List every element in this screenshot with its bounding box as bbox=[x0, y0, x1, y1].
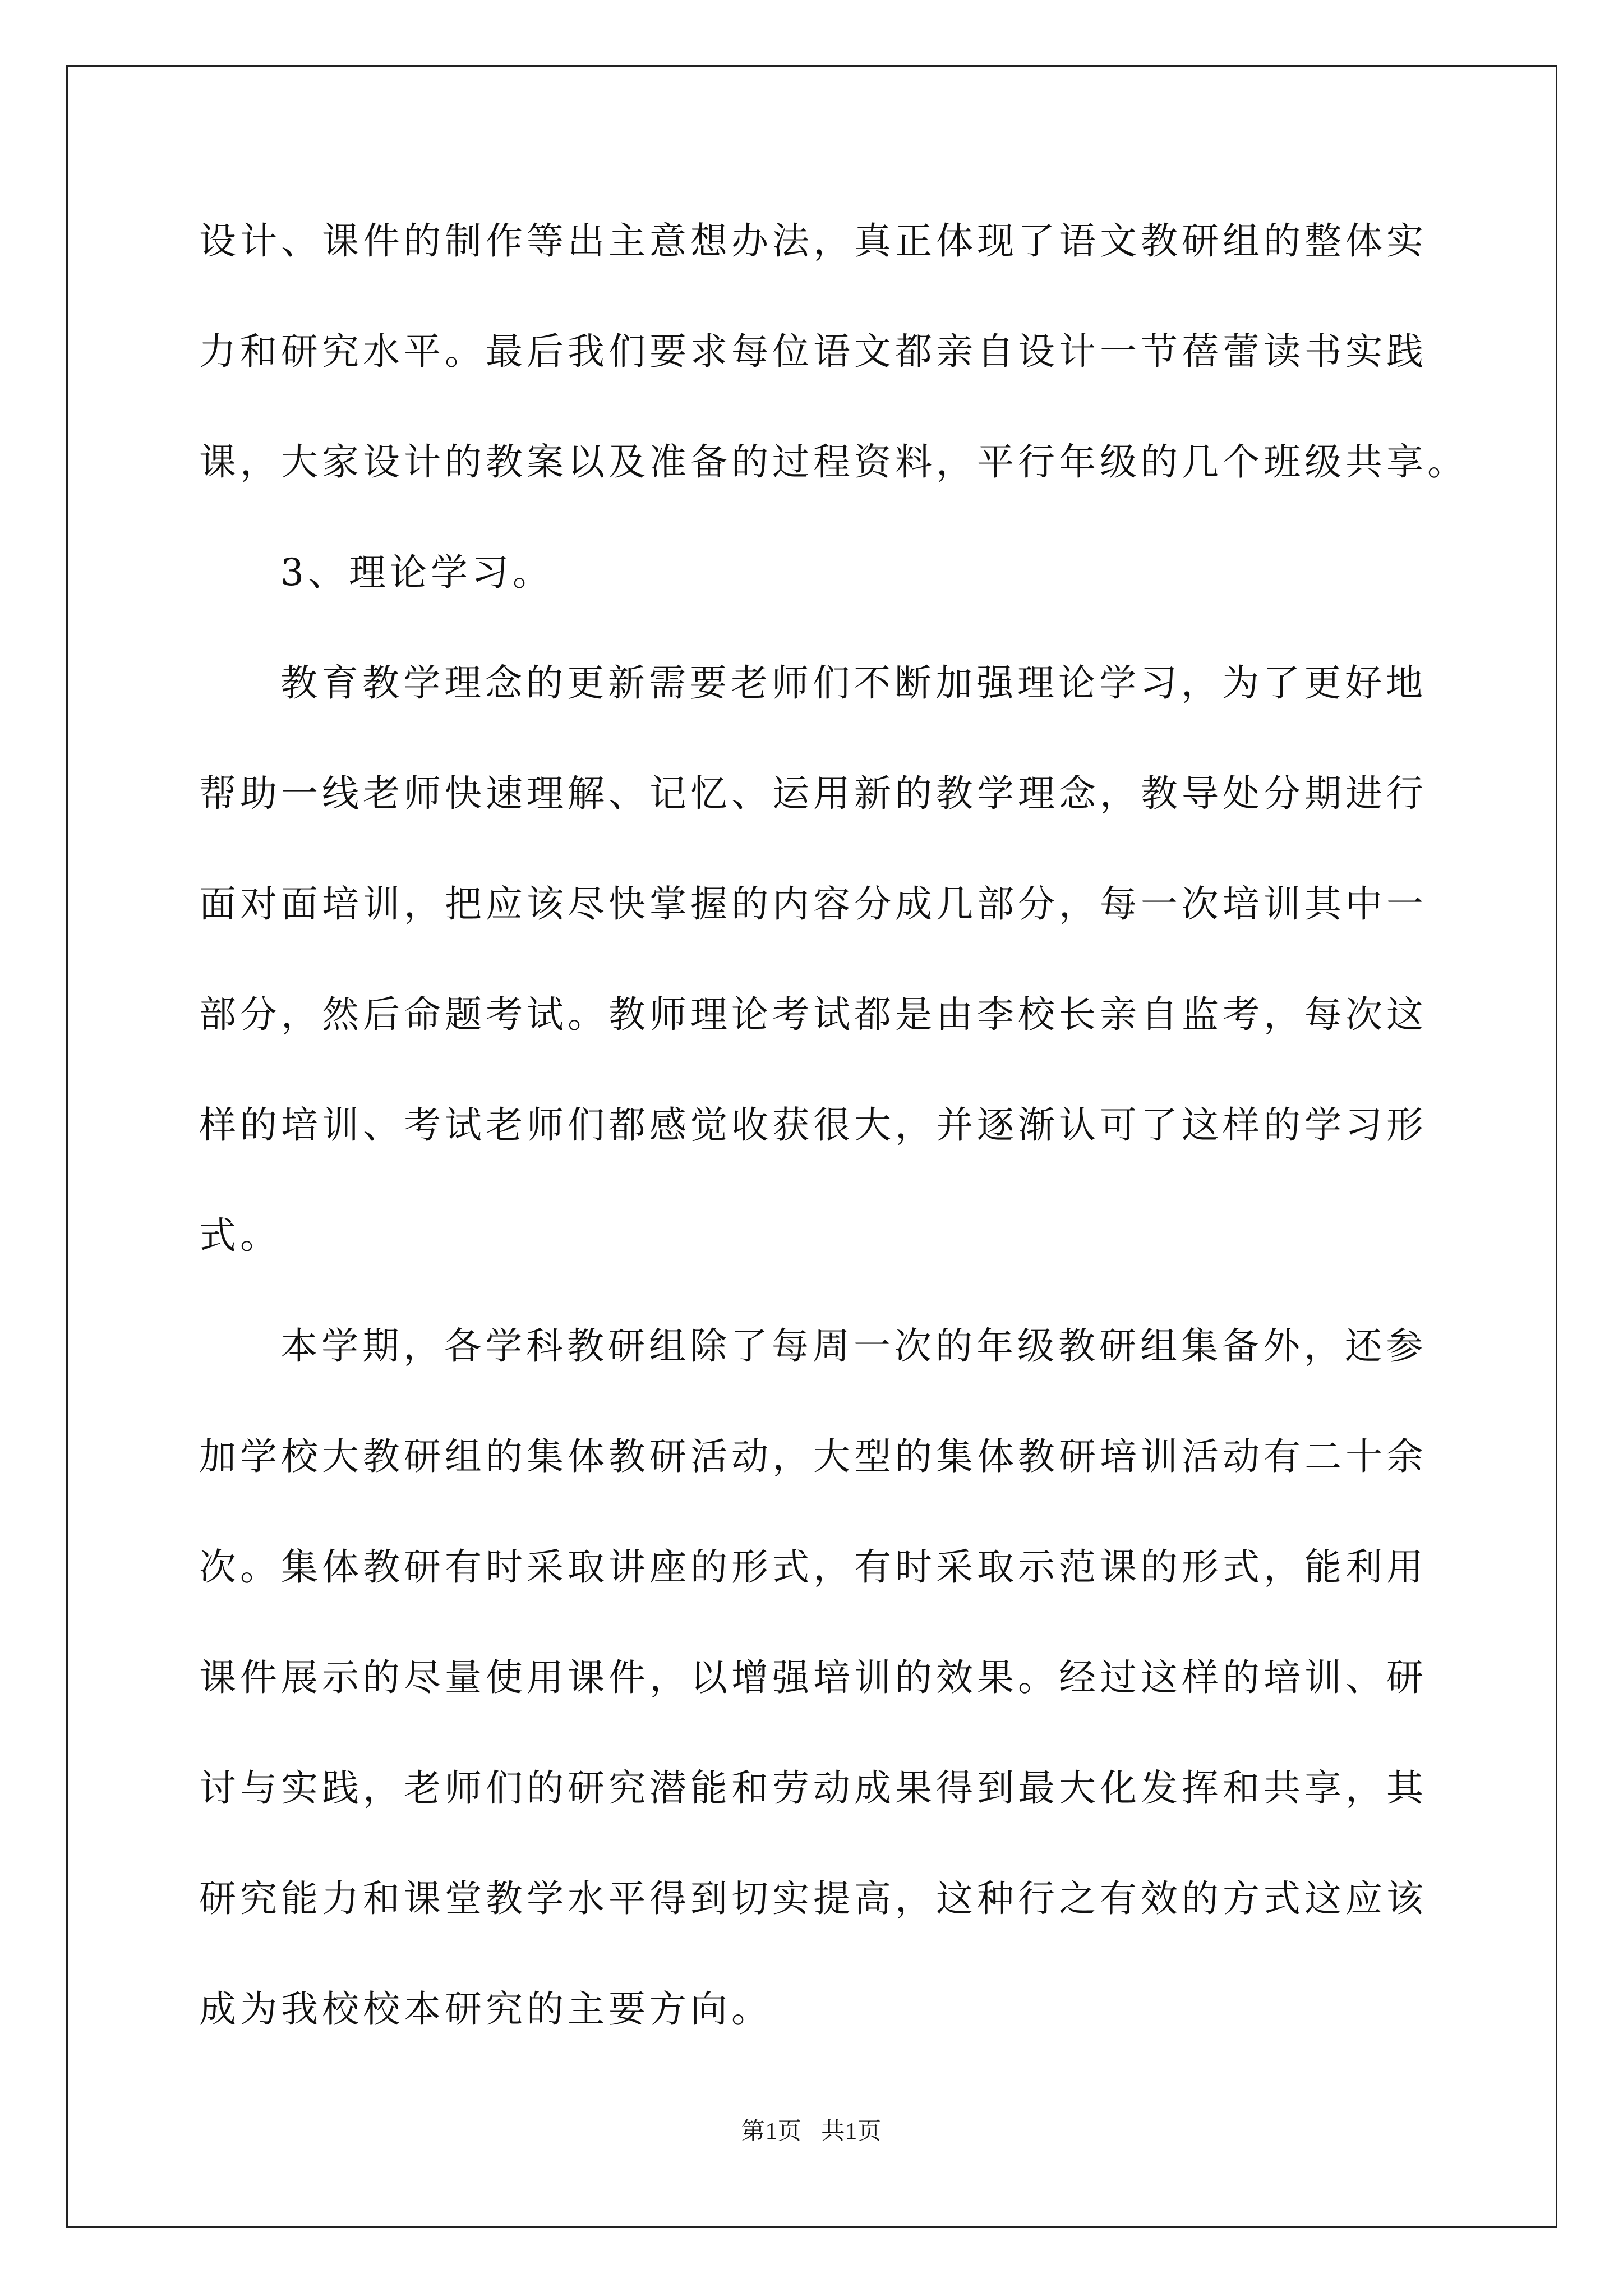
text-line: 研究能力和课堂教学水平得到切实提高，这种行之有效的方式这应该 bbox=[199, 1877, 1427, 1920]
document-body bbox=[199, 216, 1468, 2095]
page-number-footer: 第1页 共1页 bbox=[741, 2119, 882, 2145]
text-line: 讨与实践，老师们的研究潜能和劳动成果得到最大化发挥和共享，其 bbox=[199, 1766, 1427, 1810]
text-line: 力和研究水平。最后我们要求每位语文都亲自设计一节蓓蕾读书实践 bbox=[199, 330, 1427, 373]
text-line: 部分，然后命题考试。教师理论考试都是由李校长亲自监考，每次这 bbox=[199, 993, 1427, 1036]
text-line: 加学校大教研组的集体教研活动，大型的集体教研培训活动有二十余 bbox=[199, 1435, 1427, 1478]
section-heading: 3、理论学习。 bbox=[280, 551, 554, 594]
text-line: 设计、课件的制作等出主意想办法，真正体现了语文教研组的整体实 bbox=[199, 219, 1427, 263]
text-line: 课，大家设计的教案以及准备的过程资料，平行年级的几个班级共享。 bbox=[199, 440, 1468, 484]
text-line: 教育教学理念的更新需要老师们不断加强理论学习，为了更好地 bbox=[280, 661, 1427, 705]
text-line: 次。集体教研有时采取讲座的形式，有时采取示范课的形式，能利用 bbox=[199, 1545, 1427, 1589]
text-line: 本学期，各学科教研组除了每周一次的年级教研组集备外，还参 bbox=[280, 1324, 1427, 1368]
text-line: 帮助一线老师快速理解、记忆、运用新的教学理念，教导处分期进行 bbox=[199, 772, 1427, 815]
text-line: 成为我校校本研究的主要方向。 bbox=[199, 1987, 772, 2031]
text-line: 面对面培训，把应该尽快掌握的内容分成几部分，每一次培训其中一 bbox=[199, 882, 1427, 926]
text-line: 课件展示的尽量使用课件，以增强培训的效果。经过这样的培训、研 bbox=[199, 1656, 1427, 1699]
text-line: 式。 bbox=[199, 1214, 281, 1257]
text-line: 样的培训、考试老师们都感觉收获很大，并逐渐认可了这样的学习形 bbox=[199, 1103, 1427, 1147]
